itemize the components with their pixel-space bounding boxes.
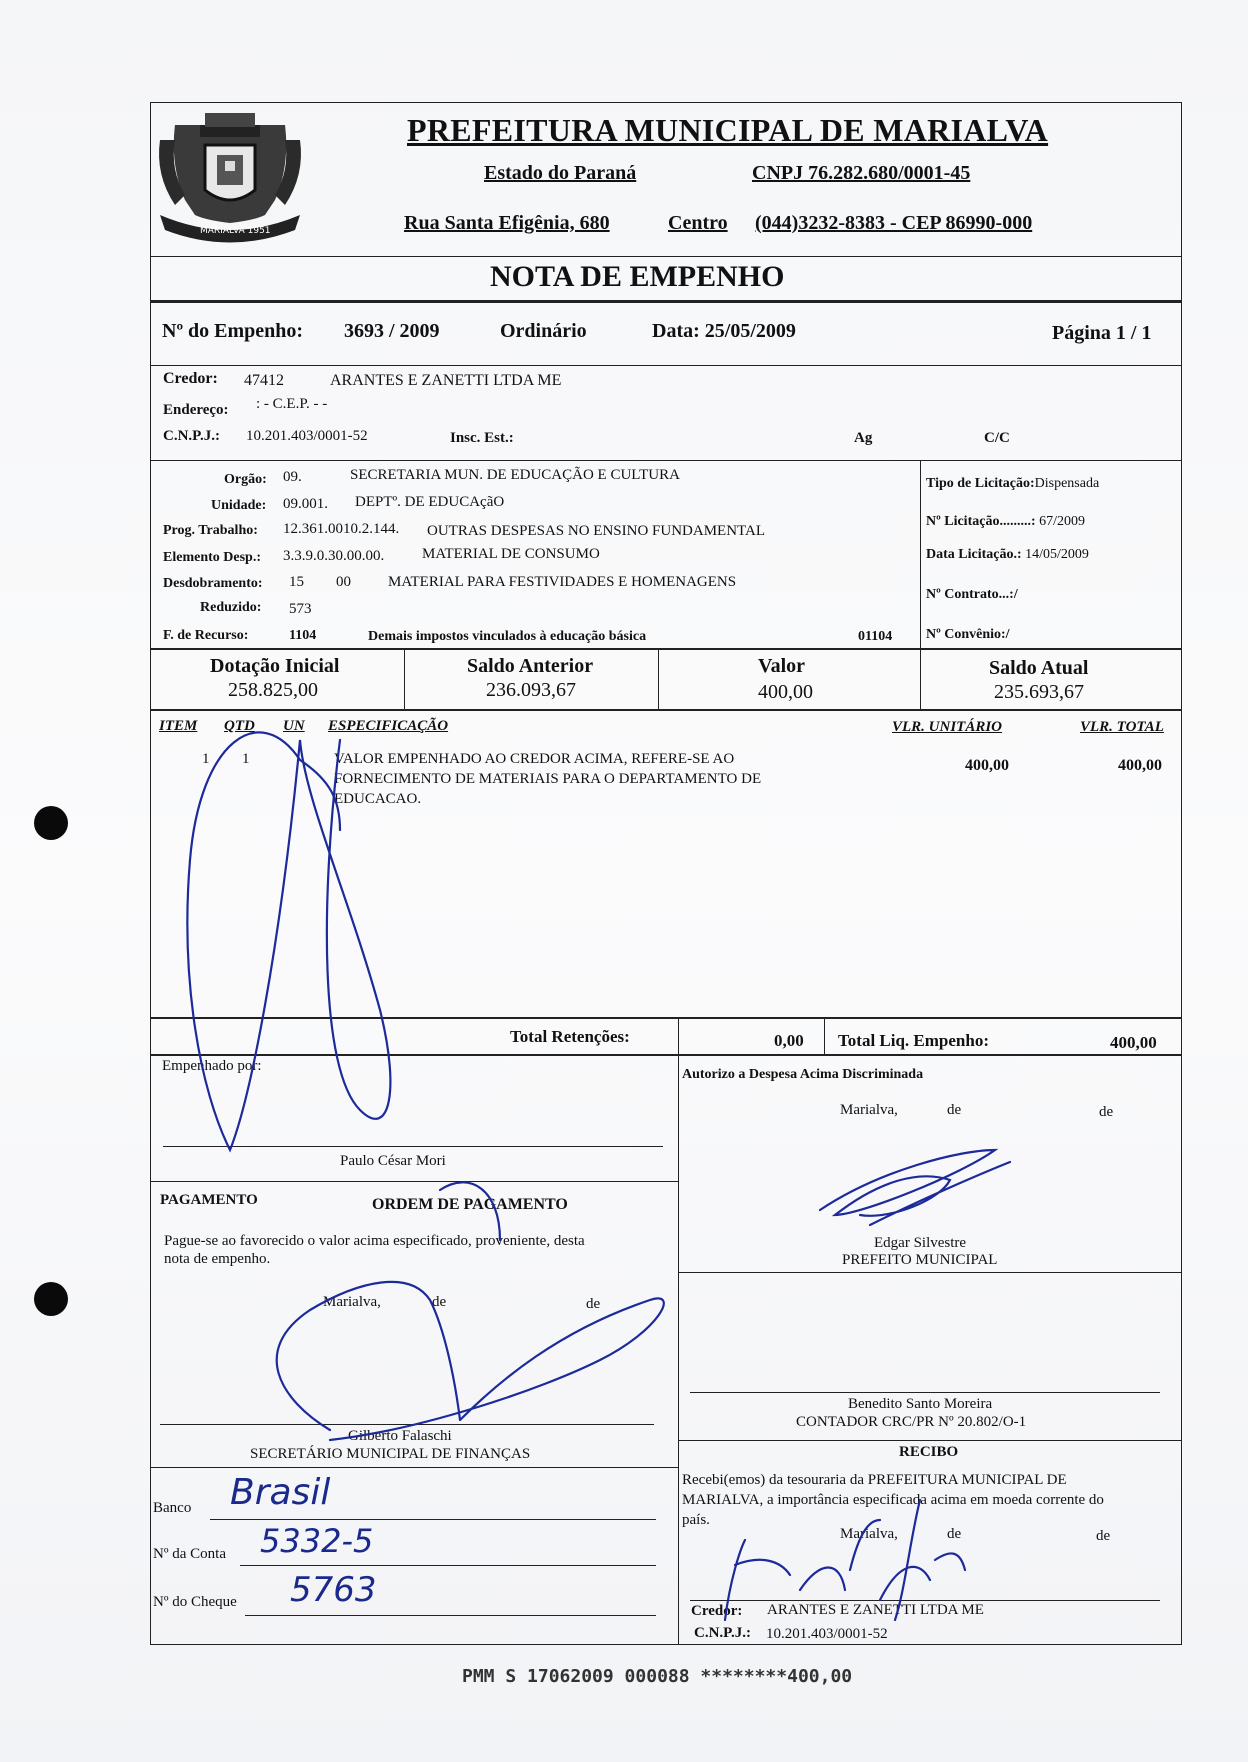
recibo-cnpj-value: 10.201.403/0001-52: [766, 1626, 888, 1642]
retencoes-label: Total Retenções:: [510, 1027, 630, 1046]
dotacao-value: 258.825,00: [228, 679, 318, 701]
liquido-value: 400,00: [1110, 1033, 1157, 1052]
saldo-atual-label: Saldo Atual: [989, 657, 1089, 679]
data-licitacao: [926, 547, 1089, 563]
recibo-text-3: país.: [682, 1512, 710, 1528]
orgao-label: Orgão:: [224, 472, 267, 487]
empenho-type: Ordinário: [500, 320, 587, 342]
tipo-licitacao-label: [926, 476, 1099, 492]
cnpj-label: CNPJ 76.282.680/0001-45: [752, 162, 971, 184]
credor-name: ARANTES E ZANETTI LTDA ME: [330, 372, 562, 389]
retencoes-value: 0,00: [774, 1031, 804, 1050]
address-label: Rua Santa Efigênia, 680: [404, 212, 610, 234]
header-especificacao: ESPECIFICAÇÃO: [328, 718, 449, 734]
saldo-atual-value: 235.693,67: [994, 681, 1084, 703]
elemento-value: MATERIAL DE CONSUMO: [422, 546, 600, 562]
prefeito-title: PREFEITO MUNICIPAL: [842, 1252, 998, 1268]
insc-label: Insc. Est.:: [450, 430, 514, 446]
elemento-code: 3.3.9.0.30.00.00.: [283, 548, 385, 564]
autorizo-de1: de: [947, 1102, 962, 1118]
prog-code: 12.361.0010.2.144.: [283, 521, 400, 537]
numero-licitacao-label: Nº Licitação.........:: [926, 514, 1036, 529]
header-item: ITEM: [159, 718, 198, 734]
unidade-label: Unidade:: [211, 498, 267, 513]
recurso-value: Demais impostos vinculados à educação básica: [368, 629, 647, 644]
conta-label: Nº da Conta: [153, 1546, 226, 1562]
credor-code: 47412: [244, 372, 284, 389]
unidade-value: DEPTº. DE EDUCAçãO: [355, 494, 505, 510]
crest-text: MARIALVA 1951: [200, 226, 271, 236]
dotacao-label: Dotação Inicial: [210, 655, 340, 677]
unidade-code: 09.001.: [283, 496, 328, 512]
secretario-title: SECRETÁRIO MUNICIPAL DE FINANÇAS: [250, 1446, 531, 1462]
pagamento-text-1: Pague-se ao favorecido o valor acima especificado, proveniente, desta: [164, 1233, 585, 1249]
ag-label: Ag: [854, 430, 873, 446]
banco-handwritten: Brasil: [230, 1472, 331, 1513]
autorizo-label: Autorizo a Despesa Acima Discriminada: [682, 1067, 924, 1082]
row-spec-line3: EDUCACAO.: [334, 791, 422, 807]
recibo-de2: de: [1096, 1528, 1111, 1544]
orgao-value: SECRETARIA MUN. DE EDUCAÇÃO E CULTURA: [350, 467, 680, 483]
endereco-value: : - C.E.P. - -: [256, 396, 328, 412]
credor-box: [150, 365, 1182, 461]
prefeito-name: Edgar Silvestre: [874, 1235, 967, 1251]
recurso-label: F. de Recurso:: [163, 628, 249, 643]
header-un: UN: [283, 718, 305, 734]
row-qtd: 1: [242, 751, 250, 767]
cheque-handwritten: 5763: [290, 1570, 377, 1610]
data-licitacao-label: Data Licitação.:: [926, 547, 1022, 562]
empenhado-label: Empenhado por:: [162, 1058, 262, 1074]
desdobramento-a: 15: [289, 574, 304, 590]
row-spec-line1: VALOR EMPENHADO AO CREDOR ACIMA, REFERE-SE AO: [334, 751, 735, 767]
contrato-label: Nº Contrato...:/: [926, 587, 1018, 602]
recibo-label: RECIBO: [899, 1444, 959, 1460]
empenho-number-label: Nº do Empenho:: [162, 320, 304, 342]
state-label: Estado do Paraná: [484, 162, 637, 184]
document-title: NOTA DE EMPENHO: [490, 260, 785, 293]
cheque-label: Nº do Cheque: [153, 1594, 237, 1610]
header-qtd: QTD: [224, 718, 255, 734]
row-spec-line2: FORNECIMENTO DE MATERIAIS PARA O DEPARTAMENTO DE: [334, 771, 762, 787]
recibo-text-1: Recebi(emos) da tesouraria da PREFEITURA MUNICIPAL DE: [682, 1472, 1067, 1488]
recibo-credor-label: Credor:: [691, 1603, 743, 1619]
pagamento-de1: de: [432, 1294, 447, 1310]
page-number: Página 1 / 1: [1052, 322, 1152, 344]
cnpj-credor-value: 10.201.403/0001-52: [246, 428, 368, 444]
punch-hole: [34, 1282, 68, 1316]
cnpj-credor-label: C.N.P.J.:: [163, 428, 220, 444]
reduzido-value: 573: [289, 601, 312, 617]
row-item: 1: [202, 751, 210, 767]
punch-hole: [34, 806, 68, 840]
desdobramento-b: 00: [336, 574, 351, 590]
liquido-label: Total Liq. Empenho:: [838, 1031, 989, 1050]
valor-value: 400,00: [758, 681, 813, 703]
row-unit-value: 400,00: [965, 757, 1009, 774]
header-vlr-total: VLR. TOTAL: [1080, 719, 1164, 735]
ordem-pagamento-label: ORDEM DE PAGAMENTO: [372, 1196, 568, 1213]
endereco-label: Endereço:: [163, 402, 229, 418]
pagamento-de2: de: [586, 1296, 601, 1312]
coat-of-arms-icon: [155, 105, 305, 255]
municipality-title: PREFEITURA MUNICIPAL DE MARIALVA: [407, 112, 1049, 148]
empenho-number: 3693 / 2009: [344, 320, 440, 342]
desdobramento-label: Desdobramento:: [163, 576, 263, 591]
tipo-licitacao-text: Tipo de Licitação:: [926, 476, 1035, 491]
credor-label: Credor:: [163, 370, 218, 387]
recibo-credor-value: ARANTES E ZANETTI LTDA ME: [767, 1602, 984, 1618]
empenho-date: Data: 25/05/2009: [652, 320, 796, 342]
numero-licitacao-value: 67/2009: [1039, 514, 1085, 529]
recibo-city: Marialva,: [840, 1526, 898, 1542]
saldo-anterior-value: 236.093,67: [486, 679, 576, 701]
contador-title: CONTADOR CRC/PR Nº 20.802/O-1: [796, 1414, 1027, 1430]
saldo-anterior-label: Saldo Anterior: [467, 655, 594, 677]
pagamento-text-2: nota de empenho.: [164, 1251, 271, 1267]
contador-name: Benedito Santo Moreira: [848, 1396, 993, 1412]
autorizo-city: Marialva,: [840, 1102, 898, 1118]
desdobramento-value: MATERIAL PARA FESTIVIDADES E HOMENAGENS: [388, 574, 737, 590]
pagamento-city: Marialva,: [323, 1294, 381, 1310]
banco-label: Banco: [153, 1500, 192, 1516]
orgao-code: 09.: [283, 469, 302, 485]
empenhado-name: Paulo César Mori: [340, 1153, 446, 1169]
phone-cep-label: (044)3232-8383 - CEP 86990-000: [755, 212, 1033, 234]
secretario-name: Gilberto Falaschi: [348, 1428, 452, 1444]
prog-value: OUTRAS DESPESAS NO ENSINO FUNDAMENTAL: [427, 523, 765, 539]
mechanical-stamp: PMM S 17062009 000088 ********400,00: [462, 1666, 853, 1687]
valor-label: Valor: [758, 655, 806, 677]
recibo-text-2: MARIALVA, a importância especificada acima em moeda corrente do: [682, 1492, 1104, 1508]
data-licitacao-value: 14/05/2009: [1025, 547, 1089, 562]
header-vlr-unitario: VLR. UNITÁRIO: [892, 719, 1003, 735]
tipo-licitacao-value: Dispensada: [1034, 476, 1100, 491]
recurso-code-2: 01104: [858, 629, 893, 644]
totals-box: [150, 1018, 1182, 1055]
autorizo-de2: de: [1099, 1104, 1114, 1120]
recurso-code: 1104: [289, 628, 317, 643]
convenio-label: Nº Convênio:/: [926, 627, 1010, 642]
numero-licitacao: [926, 514, 1085, 530]
recibo-de1: de: [947, 1526, 962, 1542]
elemento-label: Elemento Desp.:: [163, 550, 261, 565]
prog-label: Prog. Trabalho:: [163, 523, 258, 538]
row-total-value: 400,00: [1118, 757, 1162, 774]
reduzido-label: Reduzido:: [200, 600, 262, 615]
conta-handwritten: 5332-5: [260, 1522, 374, 1560]
recibo-cnpj-label: C.N.P.J.:: [694, 1625, 751, 1641]
district-label: Centro: [668, 212, 728, 234]
cc-label: C/C: [984, 430, 1010, 446]
pagamento-label: PAGAMENTO: [160, 1192, 258, 1208]
